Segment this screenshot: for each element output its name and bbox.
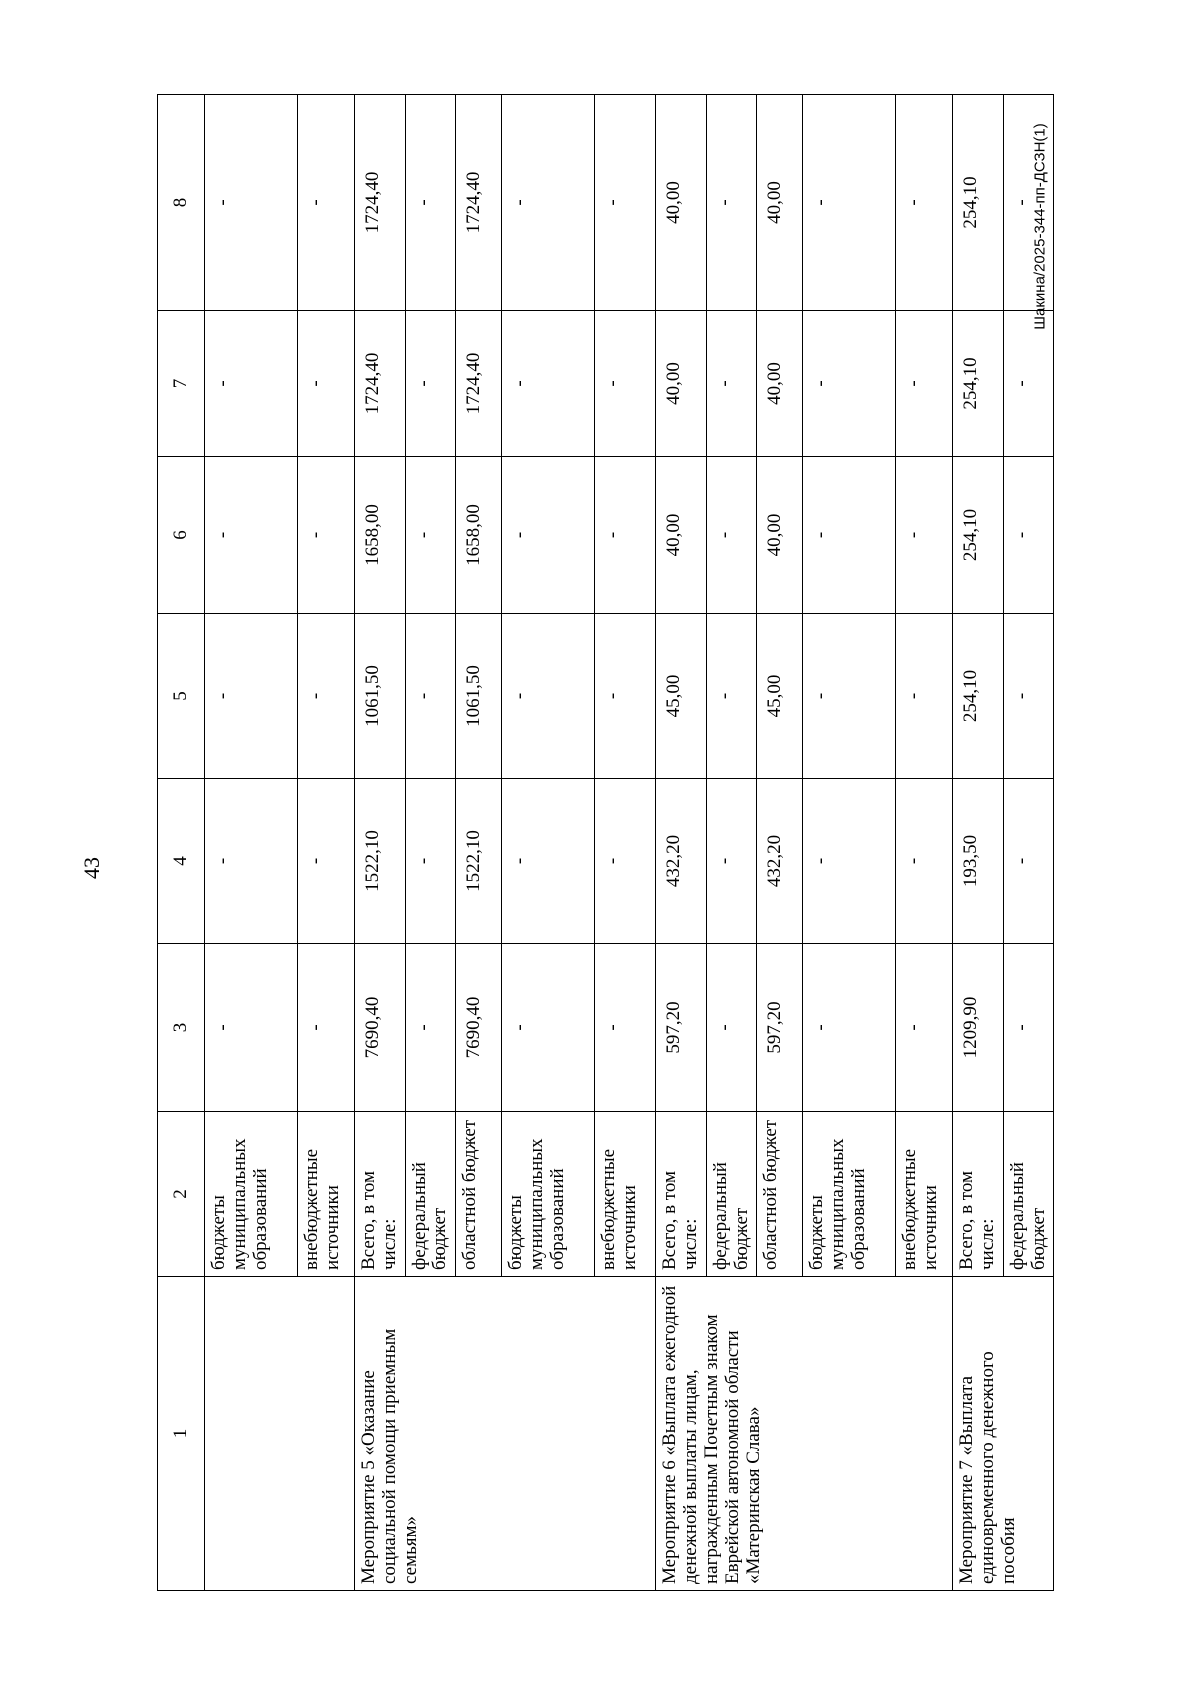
activity-name-cell: Мероприятие 6 «Выплата ежегодной денежной выплаты лицам, награжденным Почетным знаком Еврейской автономной области «Материнская Слава» bbox=[656, 1277, 953, 1591]
funding-source-cell: бюджеты муниципальных образований bbox=[205, 1112, 298, 1277]
amount-cell: - bbox=[1003, 944, 1053, 1112]
amount-cell: 1724,40 bbox=[455, 311, 501, 457]
amount-cell: - bbox=[706, 311, 756, 457]
amount-cell: - bbox=[1003, 95, 1053, 311]
funding-source-cell: Всего, в том числе: bbox=[656, 1112, 706, 1277]
amount-cell: - bbox=[205, 614, 298, 779]
amount-cell: - bbox=[1003, 311, 1053, 457]
amount-cell: 1522,10 bbox=[455, 779, 501, 944]
amount-cell: 1522,10 bbox=[355, 779, 405, 944]
amount-cell: 432,20 bbox=[656, 779, 706, 944]
amount-cell: 45,00 bbox=[656, 614, 706, 779]
amount-cell: 1658,00 bbox=[455, 457, 501, 614]
amount-cell: - bbox=[594, 944, 656, 1112]
amount-cell: - bbox=[297, 944, 355, 1112]
amount-cell: - bbox=[706, 457, 756, 614]
amount-cell: 597,20 bbox=[756, 944, 802, 1112]
amount-cell: 40,00 bbox=[656, 95, 706, 311]
header-row bbox=[158, 95, 205, 1591]
amount-cell: - bbox=[803, 779, 896, 944]
funding-source-cell: областной бюджет bbox=[756, 1112, 802, 1277]
amount-cell: - bbox=[594, 614, 656, 779]
funding-source-cell: бюджеты муниципальных образований bbox=[502, 1112, 595, 1277]
amount-cell: - bbox=[706, 95, 756, 311]
amount-cell: 1061,50 bbox=[355, 614, 405, 779]
column-header: 4 bbox=[158, 779, 205, 944]
amount-cell: - bbox=[706, 614, 756, 779]
amount-cell: 254,10 bbox=[953, 614, 1003, 779]
amount-cell: - bbox=[895, 614, 953, 779]
amount-cell: - bbox=[594, 457, 656, 614]
funding-source-cell: Всего, в том числе: bbox=[953, 1112, 1003, 1277]
amount-cell: 40,00 bbox=[756, 457, 802, 614]
amount-cell: - bbox=[405, 779, 455, 944]
funding-source-cell: внебюджетные источники bbox=[297, 1112, 355, 1277]
amount-cell: 45,00 bbox=[756, 614, 802, 779]
amount-cell: - bbox=[803, 614, 896, 779]
funding-source-cell: Всего, в том числе: bbox=[355, 1112, 405, 1277]
amount-cell: - bbox=[803, 311, 896, 457]
table-row bbox=[953, 95, 1003, 1591]
table-row bbox=[656, 95, 706, 1591]
funding-source-cell: внебюджетные источники bbox=[594, 1112, 656, 1277]
amount-cell: - bbox=[502, 457, 595, 614]
table-container bbox=[157, 95, 1054, 1591]
amount-cell: - bbox=[205, 311, 298, 457]
amount-cell: 254,10 bbox=[953, 95, 1003, 311]
column-header: 8 bbox=[158, 95, 205, 311]
amount-cell: 1209,90 bbox=[953, 944, 1003, 1112]
amount-cell: 254,10 bbox=[953, 311, 1003, 457]
amount-cell: - bbox=[895, 311, 953, 457]
table-row bbox=[355, 95, 405, 1591]
amount-cell: 40,00 bbox=[756, 95, 802, 311]
column-header: 7 bbox=[158, 311, 205, 457]
amount-cell: - bbox=[205, 95, 298, 311]
budget-table bbox=[157, 94, 1054, 1591]
amount-cell: 597,20 bbox=[656, 944, 706, 1112]
amount-cell: - bbox=[706, 944, 756, 1112]
column-header: 1 bbox=[158, 1277, 205, 1591]
amount-cell: - bbox=[205, 944, 298, 1112]
amount-cell: 1724,40 bbox=[355, 95, 405, 311]
amount-cell: - bbox=[594, 779, 656, 944]
amount-cell: - bbox=[502, 95, 595, 311]
amount-cell: - bbox=[297, 457, 355, 614]
amount-cell: - bbox=[594, 311, 656, 457]
amount-cell: - bbox=[297, 311, 355, 457]
amount-cell: - bbox=[502, 614, 595, 779]
amount-cell: - bbox=[205, 457, 298, 614]
amount-cell: - bbox=[1003, 614, 1053, 779]
amount-cell: - bbox=[405, 311, 455, 457]
amount-cell: - bbox=[205, 779, 298, 944]
activity-name-cell: Мероприятие 5 «Оказание социальной помощи приемным семьям» bbox=[355, 1277, 656, 1591]
amount-cell: - bbox=[502, 779, 595, 944]
funding-source-cell: федеральный бюджет bbox=[405, 1112, 455, 1277]
amount-cell: - bbox=[502, 944, 595, 1112]
amount-cell: - bbox=[706, 779, 756, 944]
amount-cell: 254,10 bbox=[953, 457, 1003, 614]
amount-cell: 1658,00 bbox=[355, 457, 405, 614]
amount-cell: 7690,40 bbox=[455, 944, 501, 1112]
column-header: 2 bbox=[158, 1112, 205, 1277]
amount-cell: - bbox=[297, 95, 355, 311]
amount-cell: 193,50 bbox=[953, 779, 1003, 944]
amount-cell: 40,00 bbox=[756, 311, 802, 457]
activity-name-cell: Мероприятие 7 «Выплата единовременного денежного пособия bbox=[953, 1277, 1054, 1591]
funding-source-cell: федеральный бюджет bbox=[706, 1112, 756, 1277]
column-header: 6 bbox=[158, 457, 205, 614]
amount-cell: - bbox=[1003, 779, 1053, 944]
amount-cell: - bbox=[405, 614, 455, 779]
amount-cell: 1061,50 bbox=[455, 614, 501, 779]
column-header: 5 bbox=[158, 614, 205, 779]
activity-name-cell bbox=[205, 1277, 355, 1591]
amount-cell: 40,00 bbox=[656, 457, 706, 614]
amount-cell: - bbox=[1003, 457, 1053, 614]
funding-source-cell: областной бюджет bbox=[455, 1112, 501, 1277]
amount-cell: - bbox=[895, 457, 953, 614]
funding-source-cell: внебюджетные источники bbox=[895, 1112, 953, 1277]
amount-cell: - bbox=[502, 311, 595, 457]
amount-cell: 1724,40 bbox=[455, 95, 501, 311]
amount-cell: 40,00 bbox=[656, 311, 706, 457]
amount-cell: - bbox=[895, 944, 953, 1112]
amount-cell: - bbox=[297, 614, 355, 779]
funding-source-cell: федеральный бюджет bbox=[1003, 1112, 1053, 1277]
table-row bbox=[205, 95, 298, 1591]
amount-cell: - bbox=[405, 457, 455, 614]
amount-cell: 1724,40 bbox=[355, 311, 405, 457]
amount-cell: - bbox=[405, 944, 455, 1112]
amount-cell: - bbox=[297, 779, 355, 944]
page-number: 43 bbox=[79, 857, 104, 879]
column-header: 3 bbox=[158, 944, 205, 1112]
amount-cell: - bbox=[895, 95, 953, 311]
amount-cell: - bbox=[803, 944, 896, 1112]
funding-source-cell: бюджеты муниципальных образований bbox=[803, 1112, 896, 1277]
amount-cell: - bbox=[895, 779, 953, 944]
amount-cell: - bbox=[405, 95, 455, 311]
amount-cell: - bbox=[594, 95, 656, 311]
amount-cell: - bbox=[803, 457, 896, 614]
document-code: Шакина/2025-344-пп-ДСЗН(1) bbox=[1031, 123, 1049, 330]
amount-cell: - bbox=[803, 95, 896, 311]
amount-cell: 7690,40 bbox=[355, 944, 405, 1112]
amount-cell: 432,20 bbox=[756, 779, 802, 944]
